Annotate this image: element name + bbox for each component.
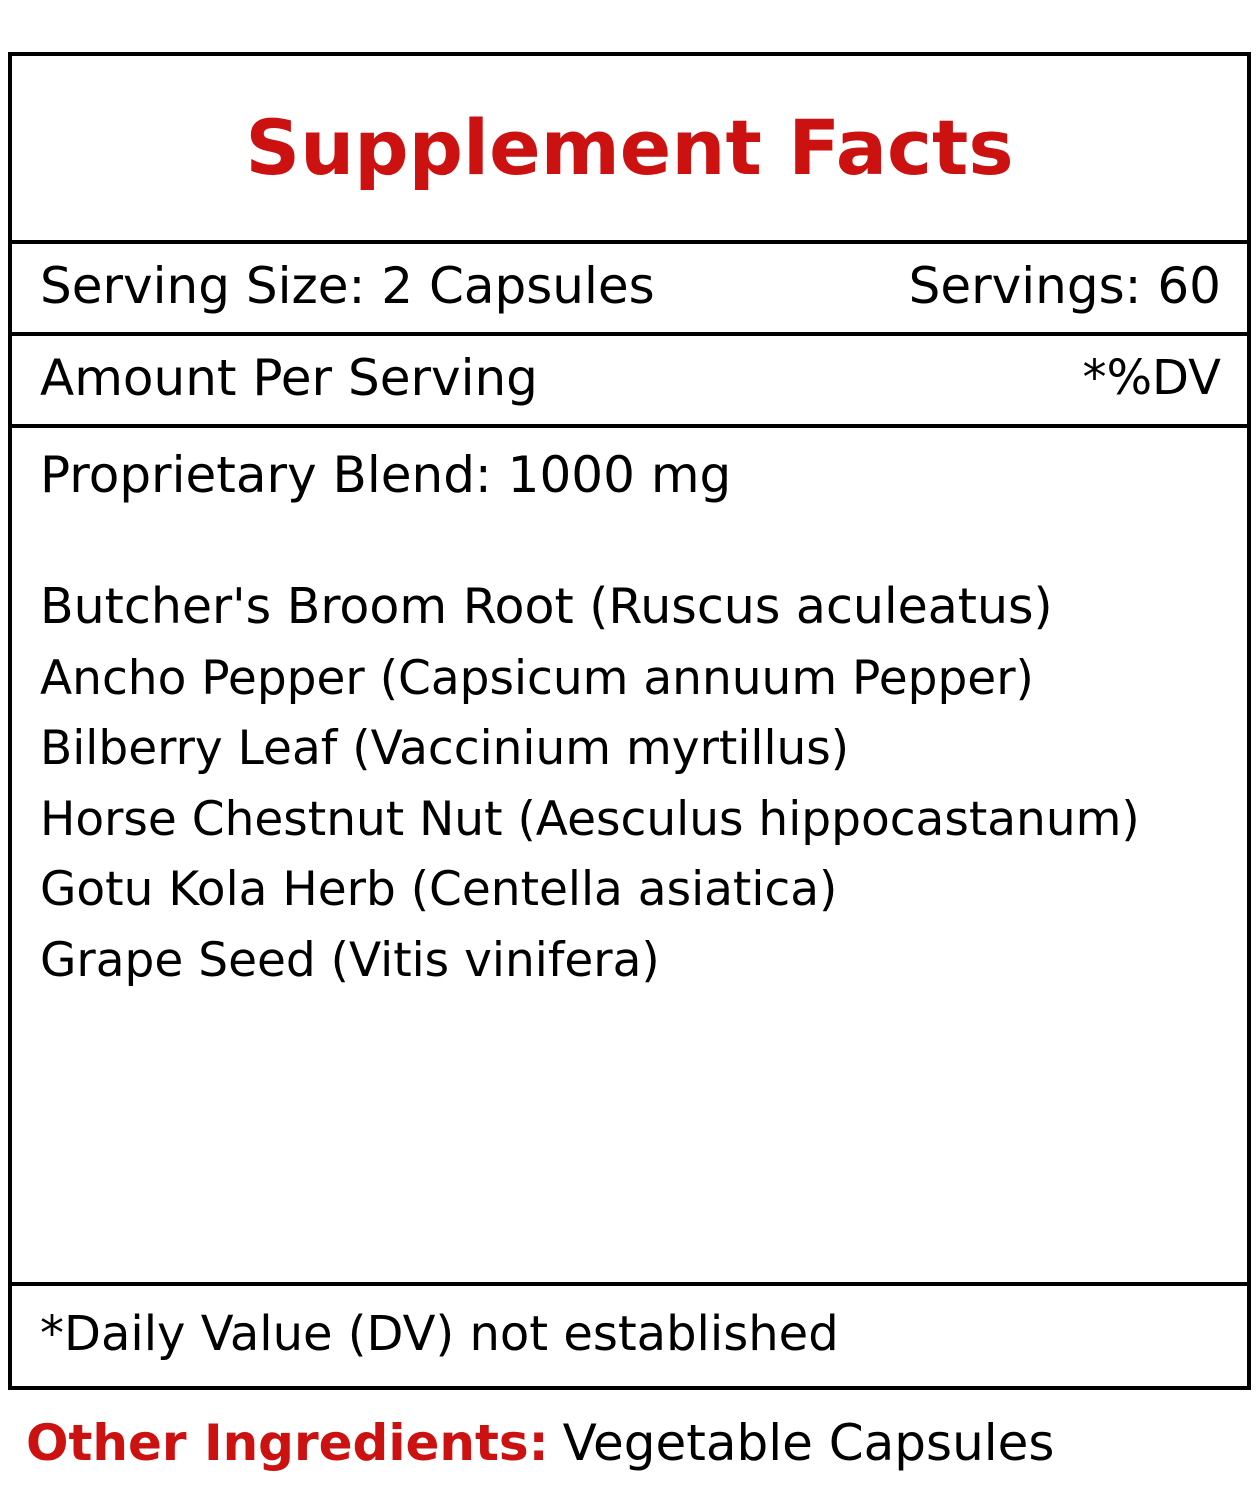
daily-value-footnote: *Daily Value (DV) not established (40, 1306, 839, 1362)
list-item: Gotu Kola Herb (Centella asiatica) (40, 862, 838, 917)
other-ingredients-row (26, 1414, 1246, 1472)
amount-per-serving-label: Amount Per Serving (40, 349, 538, 407)
list-item: Horse Chestnut Nut (Aesculus hippocastanum) (40, 791, 1140, 847)
proprietary-blend-section (12, 428, 1247, 1286)
daily-value-header: *%DV (1082, 350, 1221, 406)
servings-per-container-text: Servings: 60 (908, 257, 1221, 315)
serving-info-row (12, 244, 1247, 336)
panel-title-row (12, 56, 1247, 244)
supplement-facts-panel (8, 52, 1251, 1390)
list-item: Bilberry Leaf (Vaccinium myrtillus) (40, 721, 850, 776)
amount-per-serving-row (12, 336, 1247, 428)
page-title: Supplement Facts (245, 103, 1014, 192)
list-item: Butcher's Broom Root (Ruscus aculeatus) (40, 578, 1053, 635)
daily-value-footnote-row (12, 1286, 1247, 1386)
other-ingredients-label: Other Ingredients: (26, 1414, 549, 1472)
list-item: Ancho Pepper (Capsicum annuum Pepper) (40, 650, 1034, 706)
ingredient-list (40, 570, 1225, 996)
other-ingredients-value: Vegetable Capsules (562, 1414, 1055, 1472)
serving-size-text: Serving Size: 2 Capsules (40, 257, 655, 315)
proprietary-blend-title: Proprietary Blend: 1000 mg (40, 446, 732, 504)
list-item: Grape Seed (Vitis vinifera) (40, 932, 660, 988)
